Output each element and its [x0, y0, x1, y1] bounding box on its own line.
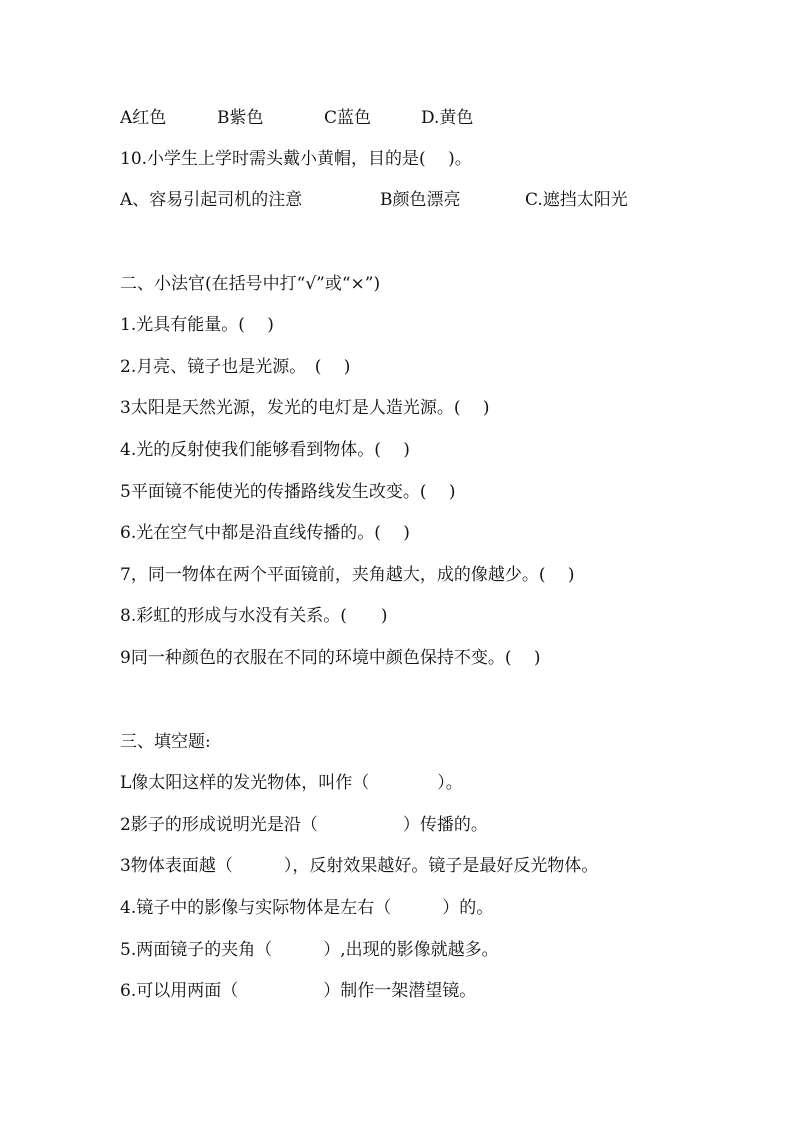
section2-item-3: 3太阳是天然光源，发光的电灯是人造光源。( )	[120, 398, 490, 418]
section2-item-2: 2.月亮、镜子也是光源。 ( )	[120, 357, 351, 377]
section2-item-9: 9同一种颜色的衣服在不同的环境中颜色保持不变。( )	[120, 648, 541, 668]
q9-options	[120, 107, 473, 129]
section2-item-6: 6.光在空气中都是沿直线传播的。( )	[120, 523, 410, 543]
q10-question: 10.小学生上学时需头戴小黄帽，目的是( )。	[120, 149, 472, 169]
section2-item-5: 5平面镜不能使光的传播路线发生改变。( )	[120, 482, 456, 502]
q10-option-b: B颜色漂亮	[380, 190, 461, 210]
q9-option-d: D.黄色	[421, 108, 474, 128]
q9-option-b: B紫色	[217, 108, 264, 128]
section2-item-8: 8.彩虹的形成与水没有关系。( )	[120, 606, 388, 626]
section3-item-5: 5.两面镜子的夹角（ ）,出现的影像就越多。	[120, 940, 499, 960]
section2-item-7: 7，同一物体在两个平面镜前，夹角越大，成的像越少。( )	[120, 565, 575, 585]
section3-title: 三、填空题:	[120, 732, 211, 752]
section3-item-1: L像太阳这样的发光物体，叫作（ ）。	[120, 773, 463, 793]
q10-options	[120, 189, 628, 211]
section2-item-1: 1.光具有能量。( )	[120, 315, 274, 335]
section3-item-6: 6.可以用两面（ ）制作一架潜望镜。	[120, 981, 477, 1001]
section2-item-4: 4.光的反射使我们能够看到物体。( )	[120, 440, 410, 460]
section3-item-2: 2影子的形成说明光是沿（ ）传播的。	[120, 815, 488, 835]
q9-option-a: A红色	[120, 108, 167, 128]
q9-option-c: C蓝色	[324, 108, 372, 128]
q10-option-c: C.遮挡太阳光	[525, 190, 628, 210]
section3-item-3: 3物体表面越（ ），反射效果越好。镜子是最好反光物体。	[120, 856, 599, 876]
section3-item-4: 4.镜子中的影像与实际物体是左右（ ）的。	[120, 898, 494, 918]
q10-option-a: A、容易引起司机的注意	[120, 190, 303, 210]
section2-title: 二、小法官(在括号中打“√”或“×”)	[120, 274, 381, 294]
